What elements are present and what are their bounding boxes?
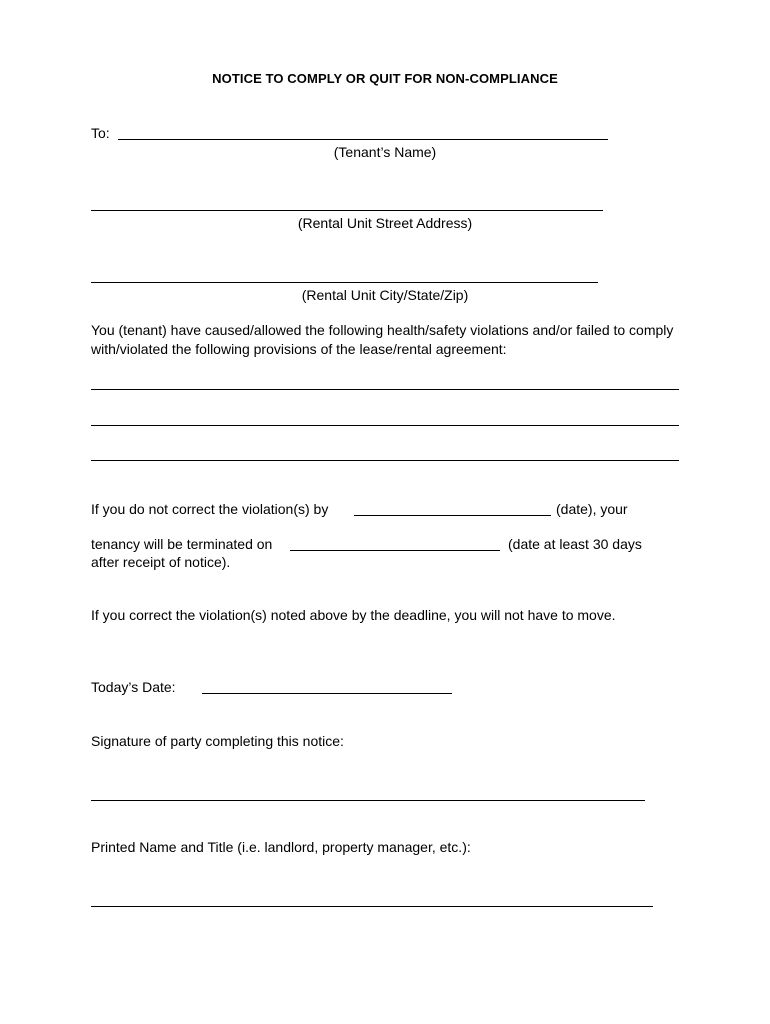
no-move-statement: If you correct the violation(s) noted above by the deadline, you will not have to move. (91, 607, 616, 623)
todays-date-field[interactable] (202, 693, 452, 694)
terminated-suffix: (date at least 30 days (508, 536, 642, 552)
todays-date-label: Today’s Date: (91, 679, 176, 695)
correct-by-prefix: If you do not correct the violation(s) by (91, 501, 329, 517)
to-label: To: (91, 125, 110, 141)
street-address-field[interactable] (91, 210, 603, 211)
signature-field[interactable] (91, 800, 645, 801)
tenant-name-field[interactable] (118, 139, 608, 140)
violation-line[interactable] (91, 389, 679, 390)
terminated-prefix: tenancy will be terminated on (91, 536, 273, 552)
city-state-zip-field[interactable] (91, 282, 598, 283)
document-title: NOTICE TO COMPLY OR QUIT FOR NON-COMPLIANCE (212, 71, 558, 86)
printed-name-field[interactable] (91, 906, 653, 907)
violation-line[interactable] (91, 460, 679, 461)
violation-line[interactable] (91, 425, 679, 426)
signature-label: Signature of party completing this notice: (91, 733, 344, 749)
termination-date-field[interactable] (290, 550, 500, 551)
correct-by-suffix: (date), your (556, 501, 628, 517)
violation-statement: You (tenant) have caused/allowed the following health/safety violations and/or failed to comply with/violated the following provisions of the lease/rental agreement: (91, 322, 674, 357)
printed-name-label: Printed Name and Title (i.e. landlord, property manager, etc.): (91, 839, 471, 855)
tenant-name-caption: (Tenant’s Name) (333, 144, 437, 160)
city-state-zip-caption: (Rental Unit City/State/Zip) (301, 287, 469, 303)
street-address-caption: (Rental Unit Street Address) (297, 215, 473, 231)
correct-by-date-field[interactable] (354, 515, 551, 516)
terminated-line2: after receipt of notice). (91, 554, 231, 570)
